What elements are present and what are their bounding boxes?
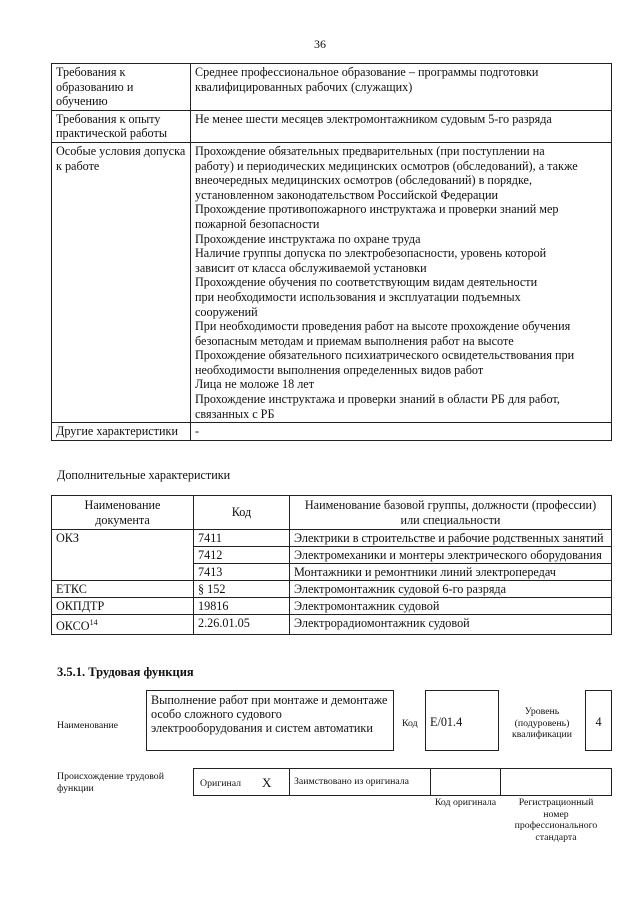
classifiers-table	[51, 495, 612, 635]
original-label: Оригинал	[200, 778, 242, 789]
requirement-line: внеочередных медицинских осмотров (обследований) в порядке,	[195, 173, 533, 188]
reg-number-cell	[500, 768, 612, 796]
requirement-value: -	[191, 423, 612, 441]
requirement-label: Особые условия допуска к работе	[52, 142, 191, 422]
requirement-label: Требования к опыту практической работы	[52, 110, 191, 142]
table-row	[52, 110, 612, 142]
requirement-line: безопасным методам и приемам выполнения работ на высоте	[195, 333, 514, 348]
table-row	[52, 142, 612, 422]
footnote-marker: 14	[89, 618, 98, 628]
code-original-label: Код оригинала	[434, 797, 497, 808]
column-header-name: Наименование базовой группы, должности (профессии) или специальности	[290, 496, 612, 530]
borrowed-label: Заимствовано из оригинала	[294, 776, 409, 787]
additional-characteristics-heading: Дополнительные характеристики	[57, 468, 231, 482]
requirement-line: необходимости выполнения определенных видов работ	[195, 362, 484, 377]
requirement-line: работу) и периодических медицинских осмотров (обследований), а также	[195, 158, 578, 173]
requirement-line: квалифицированных рабочих (служащих)	[195, 79, 413, 94]
name-label: Наименование	[57, 720, 119, 731]
requirement-line: Прохождение обязательного психиатрического освидетельствования при	[195, 348, 575, 363]
original-cell	[193, 768, 290, 796]
classifier-name: Электромеханики и монтеры электрического оборудования	[290, 547, 612, 564]
requirement-line: Лица не моложе 18 лет	[195, 377, 315, 392]
classifier-code: 7413	[194, 564, 290, 581]
column-header-code: Код	[194, 496, 290, 530]
labor-function-title: 3.5.1. Трудовая функция	[57, 665, 194, 679]
classifier-name: Электромонтажник судовой	[290, 598, 612, 615]
classifier-doc-text: ОКСО	[56, 619, 90, 634]
requirement-line: Прохождение инструктажа и проверки знаний в области РБ для работ,	[195, 392, 560, 407]
table-row	[52, 615, 612, 635]
classifier-code: 19816	[194, 598, 290, 615]
requirement-label: Другие характеристики	[52, 423, 191, 441]
classifier-code: 2.26.01.05	[194, 615, 290, 635]
classifier-code: § 152	[194, 581, 290, 598]
requirement-line: сооружений	[195, 304, 258, 319]
page-number: 36	[314, 37, 326, 51]
table-row	[52, 64, 612, 111]
reg-number-label: Регистрационный номер профессионального стандарта	[514, 797, 598, 843]
classifier-name: Монтажники и ремонтники линий электропередач	[290, 564, 612, 581]
requirement-value	[191, 142, 612, 422]
classifier-doc: ЕТКС	[52, 581, 194, 598]
table-row	[52, 598, 612, 615]
borrowed-cell	[289, 768, 431, 796]
table-row	[52, 530, 612, 547]
requirement-line: Прохождение обязательных предварительных (при поступлении на	[195, 143, 545, 158]
classifier-code: 7412	[194, 547, 290, 564]
classifier-name: Электрики в строительстве и рабочие родственных занятий	[290, 530, 612, 547]
origin-label: Происхождение трудовой функции	[57, 771, 164, 794]
level-value-box: 4	[585, 690, 612, 751]
original-mark: X	[262, 775, 272, 790]
requirement-line: Прохождение противопожарного инструктажа и проверки знаний мер	[195, 202, 559, 217]
code-original-cell	[430, 768, 501, 796]
column-header-document: Наименование документа	[52, 496, 194, 530]
table-row	[52, 581, 612, 598]
requirement-line: установленном законодательством Российской Федерации	[195, 187, 499, 202]
requirement-line: связанных с РБ	[195, 406, 275, 421]
requirement-line: при необходимости использования и эксплуатации подъемных	[195, 289, 521, 304]
requirements-table	[51, 63, 612, 441]
classifier-name: Электромонтажник судовой 6-го разряда	[290, 581, 612, 598]
requirement-line: пожарной безопасности	[195, 216, 320, 231]
requirement-line: зависит от класса обслуживаемой установки	[195, 260, 427, 275]
table-row	[52, 423, 612, 441]
requirement-value	[191, 64, 612, 111]
classifier-doc	[52, 615, 194, 635]
classifier-doc: ОКЗ	[52, 530, 194, 581]
requirement-value	[191, 110, 612, 142]
requirement-line: Прохождение инструктажа по охране труда	[195, 231, 421, 246]
classifier-doc: ОКПДТР	[52, 598, 194, 615]
function-name-box: Выполнение работ при монтаже и демонтаже особо сложного судового электрооборудования и систем автоматики	[146, 690, 394, 751]
classifier-code: 7411	[194, 530, 290, 547]
function-code-box: E/01.4	[425, 690, 499, 751]
requirement-line: При необходимости проведения работ на высоте прохождение обучения	[195, 319, 571, 334]
requirement-line: Прохождение обучения по соответствующим видам деятельности	[195, 275, 538, 290]
requirement-line: Среднее профессиональное образование – программы подготовки	[195, 65, 539, 79]
requirement-line: Не менее шести месяцев электромонтажником судовым 5-го разряда	[195, 111, 552, 126]
classifier-name: Электрорадиомонтажник судовой	[290, 615, 612, 635]
code-label: Код	[402, 718, 418, 729]
requirement-line: Наличие группы допуска по электробезопасности, уровень которой	[195, 246, 547, 261]
requirement-label: Требования к образованию и обучению	[52, 64, 191, 111]
level-label: Уровень (подуровень) квалификации	[511, 706, 573, 740]
table-header-row	[52, 496, 612, 530]
